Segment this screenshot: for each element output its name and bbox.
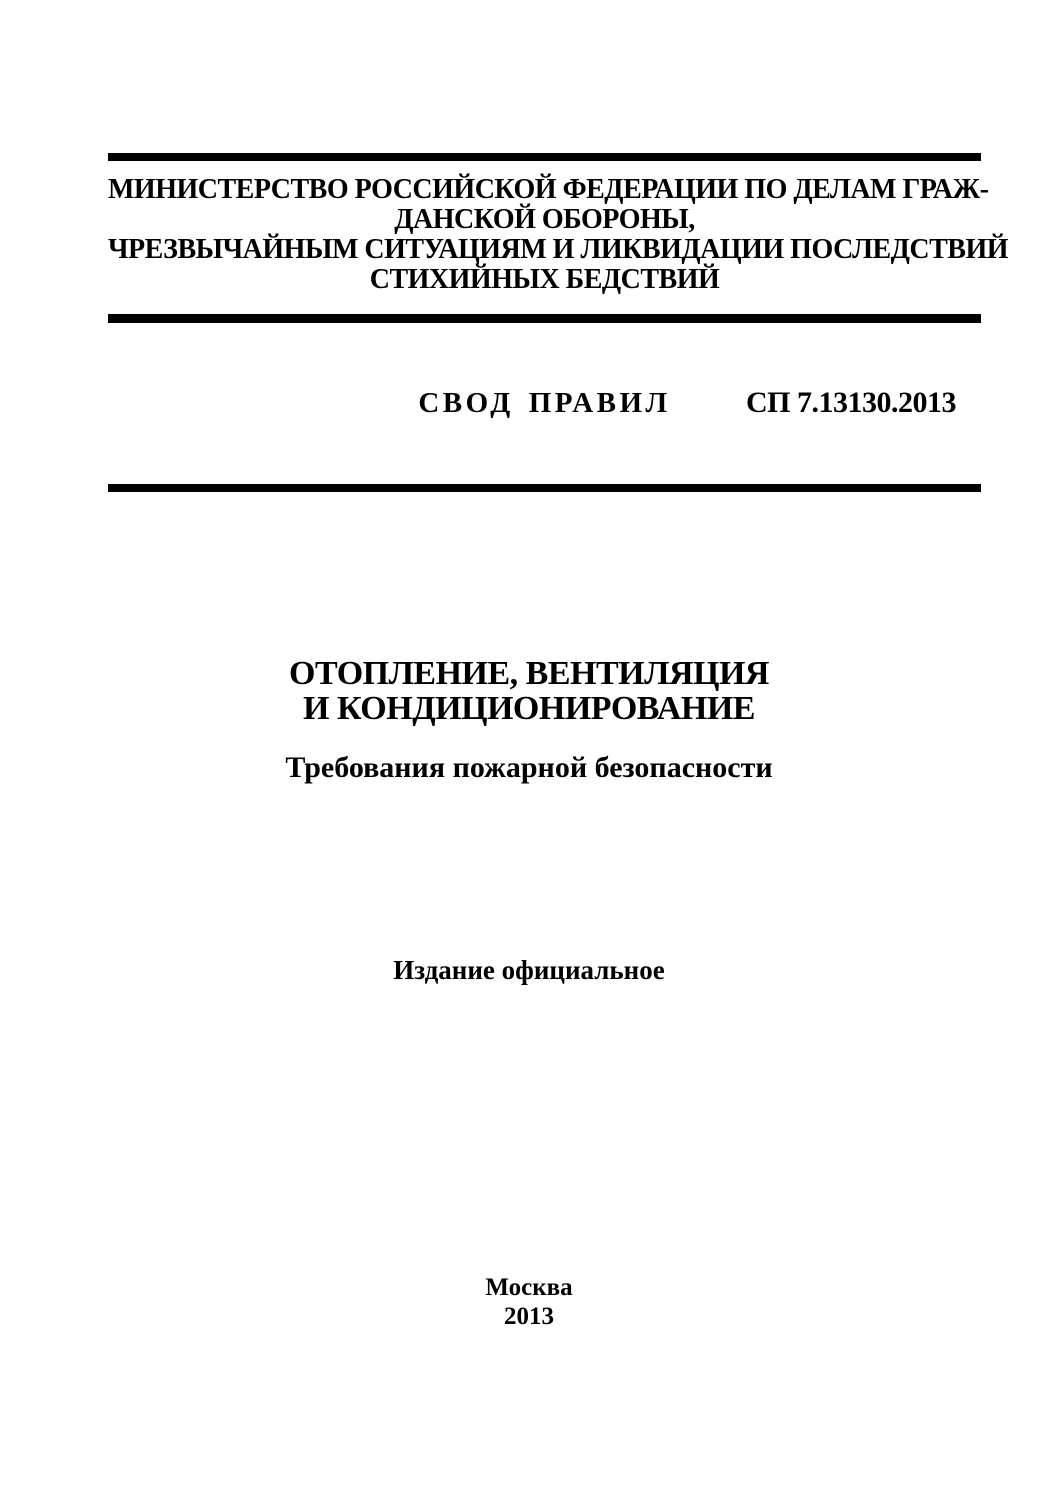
horizontal-rule-top (108, 153, 981, 161)
ministry-name-line-3: ЧРЕЗВЫЧАЙНЫМ СИТУАЦИЯМ И ЛИКВИДАЦИИ ПОСЛЕДСТВИЙ (108, 234, 1009, 265)
doc-number: СП 7.13130.2013 (746, 386, 956, 419)
document-title (0, 656, 1058, 726)
document-title-line-1: ОТОПЛЕНИЕ, ВЕНТИЛЯЦИЯ (289, 655, 769, 692)
imprint (0, 1273, 1058, 1331)
horizontal-rule-bottom (108, 484, 981, 492)
ministry-name-line-1: МИНИСТЕРСТВО РОССИЙСКОЙ ФЕДЕРАЦИИ ПО ДЕЛАМ ГРАЖ- (108, 174, 989, 205)
horizontal-rule-middle (108, 314, 981, 323)
ministry-name-line-2: ДАНСКОЙ ОБОРОНЫ, (394, 204, 695, 235)
ministry-name (108, 174, 1009, 295)
document-title-line-2: И КОНДИЦИОНИРОВАНИЕ (303, 690, 755, 727)
document-subtitle: Требования пожарной безопасности (285, 751, 773, 784)
doc-designation-row (108, 386, 981, 420)
doc-type-label: СВОД ПРАВИЛ (418, 387, 671, 419)
imprint-year: 2013 (504, 1303, 554, 1330)
edition-note: Издание официальное (393, 955, 665, 985)
imprint-city: Москва (485, 1274, 573, 1301)
ministry-name-line-4: СТИХИЙНЫХ БЕДСТВИЙ (369, 264, 720, 295)
